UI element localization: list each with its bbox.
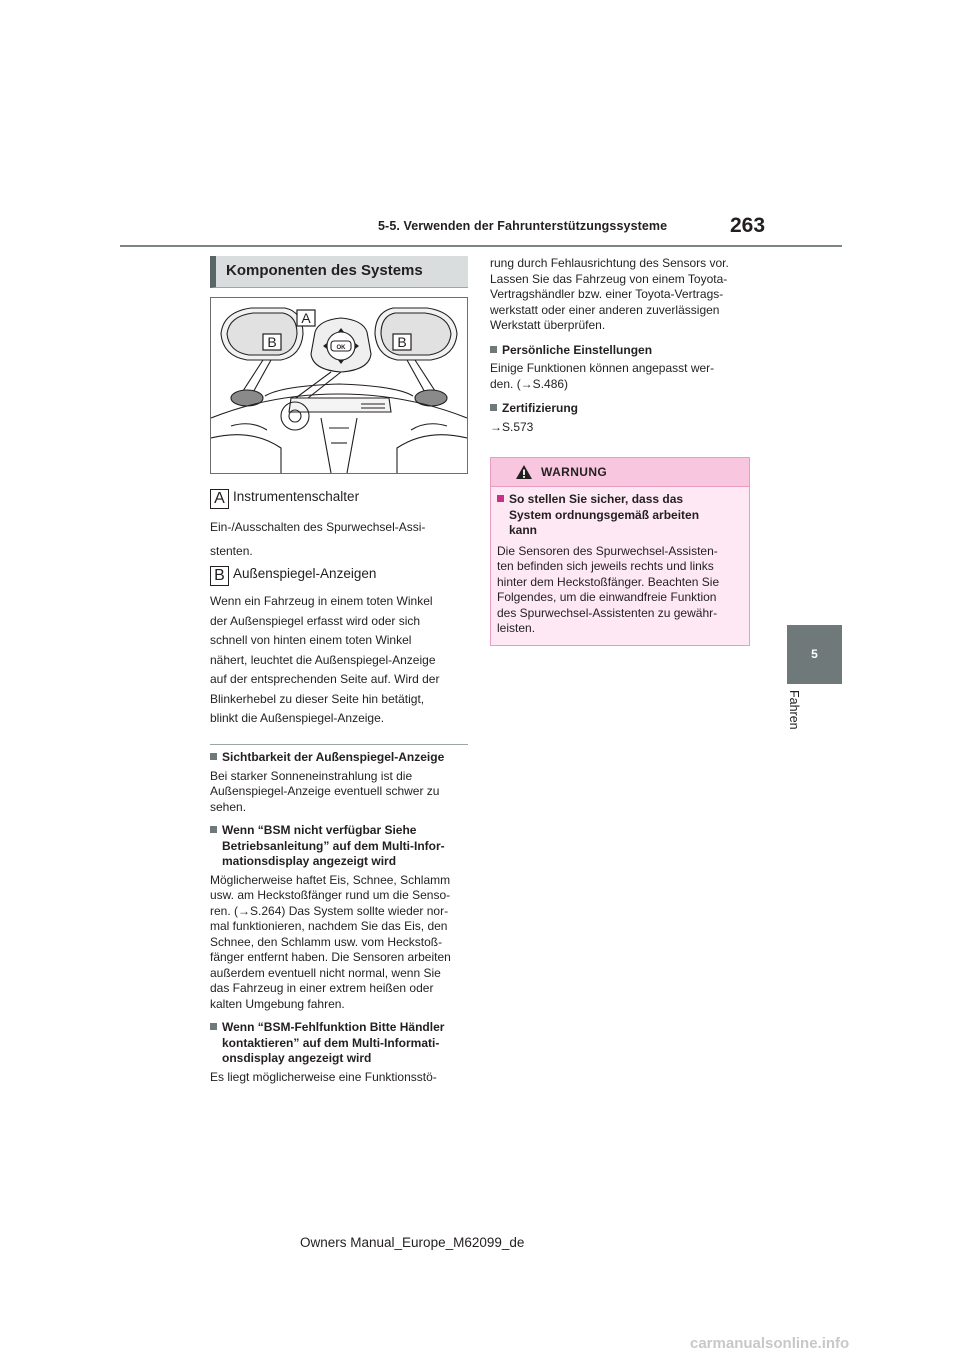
item-a-description: [210, 518, 470, 561]
warning-box: [490, 457, 750, 646]
note-body: [490, 361, 752, 392]
item-b-letter: B: [210, 566, 229, 586]
warning-heading-line: So stellen Sie sicher, dass das: [509, 492, 684, 506]
item-b-line: auf der entsprechenden Seite auf. Wird der: [210, 672, 440, 686]
item-b-line: nähert, leuchtet die Außenspiegel-Anzeige: [210, 652, 436, 667]
warning-line: Die Sensoren des Spurwechsel-Assisten-: [497, 543, 718, 558]
section-divider: [210, 744, 468, 745]
header-rule: [120, 245, 842, 247]
note-heading: [210, 823, 472, 870]
warning-content: [497, 492, 745, 637]
note-heading-line: Sichtbarkeit der Außenspiegel-Anzeige: [222, 750, 445, 764]
warning-heading: [497, 492, 745, 539]
item-b: [210, 565, 376, 586]
note-body: [210, 873, 472, 1013]
item-a: [210, 488, 359, 509]
note-heading: [490, 343, 752, 359]
note-body: [490, 420, 752, 436]
warning-heading-line: kann: [509, 523, 538, 537]
page-number: 263: [730, 214, 766, 237]
section-heading: [210, 256, 468, 288]
note-line: fänger entfernt haben. Die Sensoren arbeiten: [210, 950, 451, 964]
chapter-label: [782, 690, 807, 760]
warning-title: WARNUNG: [541, 465, 608, 479]
warning-line: leisten.: [497, 621, 536, 635]
note-heading: [210, 750, 472, 766]
bullet-square-icon: [210, 1023, 217, 1030]
bullet-square-icon: [497, 495, 504, 502]
note-line: das Fahrzeug in einer extrem heißen oder: [210, 981, 434, 995]
item-b-line: schnell von hinten einem toten Winkel: [210, 633, 412, 647]
figure-label-b-left: B: [267, 334, 277, 350]
section-heading-text: Komponenten des Systems: [226, 262, 423, 279]
continuation-line: Vertragshändler bzw. einer Toyota-Vertrags-: [490, 287, 724, 301]
warning-line: ten befinden sich jeweils rechts und links: [497, 559, 714, 573]
note-line: sehen.: [210, 799, 247, 814]
warning-line: hinter dem Heckstoßfänger. Beachten Sie: [497, 574, 720, 589]
continuation-line: Lassen Sie das Fahrzeug von einem Toyota-: [490, 271, 728, 286]
figure-label-b-right: B: [397, 334, 407, 350]
note-heading: [210, 1020, 472, 1067]
item-b-line: der Außenspiegel erfasst wird oder sich: [210, 613, 421, 628]
steering-wheel-illustration: [211, 298, 467, 473]
warning-line: des Spurwechsel-Assistenten zu gewähr-: [497, 605, 718, 620]
note-heading-line: Persönliche Einstellungen: [502, 342, 653, 357]
item-b-line: blinkt die Außenspiegel-Anzeige.: [210, 711, 385, 725]
watermark: carmanualsonline.info: [690, 1335, 850, 1352]
note-line: Schnee, den Schlamm usw. vom Heckstoß-: [210, 934, 443, 949]
note-line: Möglicherweise haftet Eis, Schnee, Schlamm: [210, 872, 451, 887]
chapter-tab: 5: [787, 625, 842, 684]
item-b-line: Wenn ein Fahrzeug in einem toten Winkel: [210, 594, 433, 608]
item-b-title: Außenspiegel-Anzeigen: [233, 566, 377, 581]
note-body: [210, 769, 472, 816]
warning-triangle-icon: [515, 464, 533, 480]
left-notes: [210, 750, 472, 1085]
bullet-square-icon: [490, 346, 497, 353]
right-continuation: [490, 256, 752, 435]
warning-header: [491, 458, 749, 487]
chapter-label-text: Fahren: [787, 690, 801, 730]
note-line: →S.573: [490, 419, 534, 434]
running-header: 5-5. Verwenden der Fahrunterstützungssysteme: [378, 219, 668, 233]
note-heading-line: Betriebsanleitung” auf dem Multi-Infor-: [222, 838, 445, 853]
note-heading-line: mationsdisplay angezeigt wird: [222, 854, 397, 868]
bullet-square-icon: [210, 826, 217, 833]
item-a-line: Ein-/Ausschalten des Spurwechsel-Assi-: [210, 520, 426, 534]
note-line: mal funktionieren, nachdem Sie das Eis, den: [210, 919, 448, 933]
note-heading-line: Zertifizierung: [502, 401, 579, 415]
note-heading-line: Wenn “BSM nicht verfügbar Siehe: [222, 823, 417, 837]
note-line: Bei starker Sonneneinstrahlung ist die: [210, 768, 413, 783]
note-line: ren. (→S.264) Das System sollte wieder nor-: [210, 903, 449, 918]
warning-line: Folgendes, um die einwandfreie Funktion: [497, 590, 717, 604]
note-line: außerdem eventuell nicht normal, wenn Sie: [210, 965, 441, 980]
note-heading-line: kontaktieren” auf dem Multi-Informati-: [222, 1035, 440, 1050]
note-line: Es liegt möglicherweise eine Funktionsstö-: [210, 1069, 437, 1084]
bullet-square-icon: [210, 753, 217, 760]
continuation-line: Werkstatt überprüfen.: [490, 318, 606, 332]
note-heading: [490, 401, 752, 417]
note-body: [210, 1070, 472, 1086]
item-a-line: stenten.: [210, 543, 253, 558]
item-a-letter: A: [210, 489, 229, 509]
ok-button-label: OK: [336, 345, 346, 351]
note-line: den. (→S.486): [490, 376, 569, 391]
warning-heading-line: System ordnungsgemäß arbeiten: [509, 507, 700, 522]
note-line: kalten Umgebung fahren.: [210, 996, 345, 1011]
item-b-description: [210, 592, 470, 729]
continuation-line: werkstatt oder einer anderen zuverlässigen: [490, 302, 720, 317]
note-heading-line: Wenn “BSM-Fehlfunktion Bitte Händler: [222, 1020, 445, 1034]
footer-document-id: Owners Manual_Europe_M62099_de: [300, 1235, 525, 1250]
bullet-square-icon: [490, 404, 497, 411]
note-heading-line: onsdisplay angezeigt wird: [222, 1051, 372, 1065]
dashboard-illustration: [210, 297, 468, 474]
item-b-line: Blinkerhebel zu dieser Seite hin betätigt,: [210, 691, 425, 706]
figure-label-a: A: [301, 310, 311, 326]
note-line: Einige Funktionen können angepasst wer-: [490, 361, 715, 375]
note-line: usw. am Heckstoßfänger rund um die Senso-: [210, 888, 451, 902]
continuation-line: rung durch Fehlausrichtung des Sensors vor.: [490, 256, 729, 270]
warning-body: [497, 544, 745, 637]
item-a-title: Instrumentenschalter: [233, 489, 360, 504]
note-line: Außenspiegel-Anzeige eventuell schwer zu: [210, 784, 440, 798]
